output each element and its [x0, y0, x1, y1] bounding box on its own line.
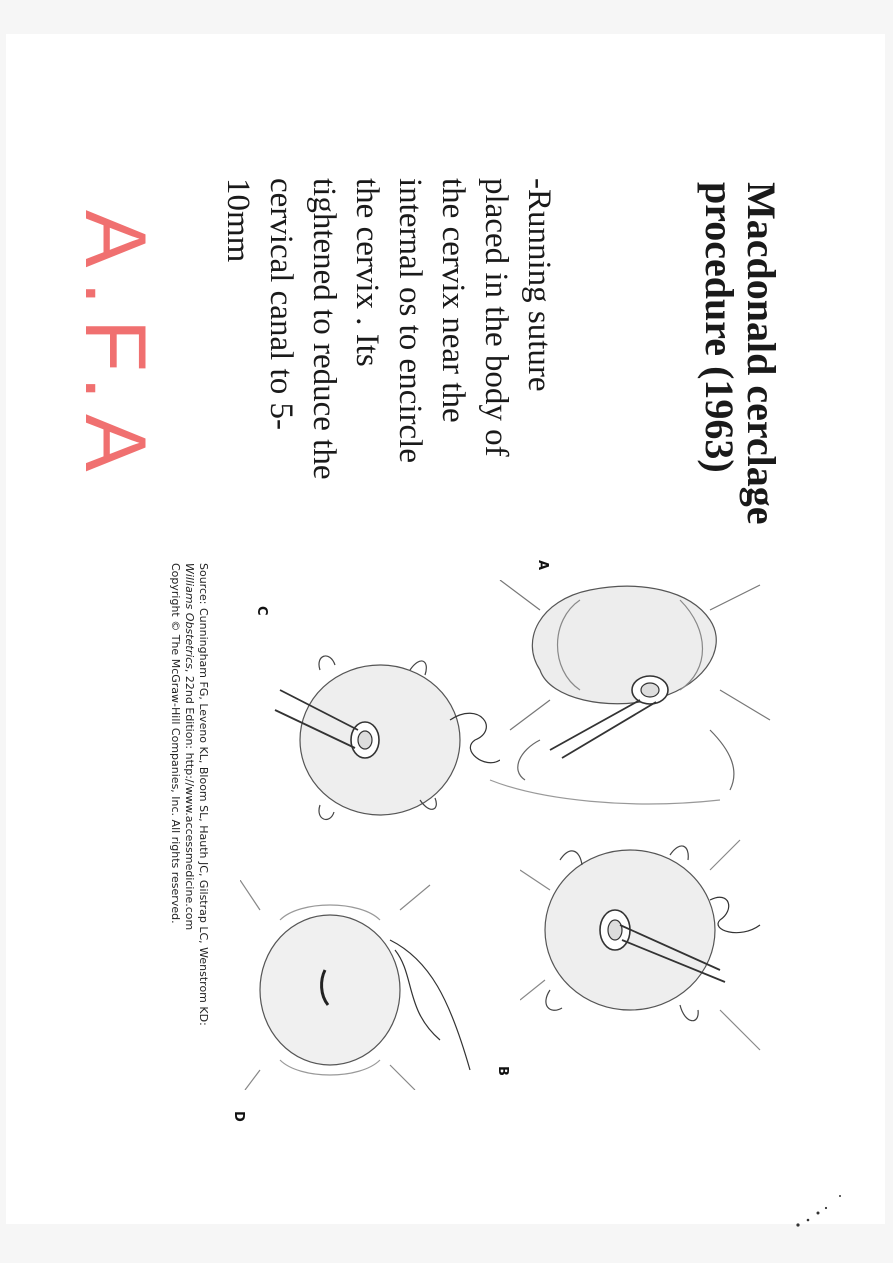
title-line-1: Macdonald cerclage: [739, 182, 784, 525]
panel-label-d: D: [231, 1111, 246, 1122]
body-line: the cervix . Its: [349, 178, 385, 367]
caption-edition-text: , 22nd Edition: http://www.accessmedicine.com: [183, 668, 196, 931]
body-line: internal os to encircle: [392, 178, 428, 463]
illustration-panel-a: [480, 580, 780, 820]
body-text: [216, 178, 560, 479]
illustration-panel-d: [240, 880, 490, 1090]
illustration-panel-c: [260, 630, 500, 840]
panel-label-a: A: [535, 560, 550, 571]
body-line: -Running suture: [521, 178, 557, 392]
panel-label-c: C: [254, 606, 269, 616]
illustration-panel-b: [520, 830, 790, 1070]
figure-caption: [168, 563, 210, 1026]
title-line-2: procedure (1963): [697, 182, 742, 473]
watermark: A.F.A: [67, 210, 163, 486]
body-line: tightened to reduce the: [306, 178, 342, 480]
panel-label-b: B: [495, 1066, 510, 1076]
caption-copyright: Copyright © The McGraw-Hill Companies, Inc. All rights reserved.: [169, 563, 182, 924]
body-line: 10mm: [220, 178, 256, 263]
body-line: cervical canal to 5-: [263, 178, 299, 430]
caption-source: Source: Cunningham FG, Leveno KL, Bloom SL, Hauth JC, Gilstrap LC, Wenstrom KD:: [197, 563, 210, 1026]
scan-specks: [780, 1180, 860, 1240]
slide-title: [698, 182, 782, 525]
caption-book-title: Williams Obstetrics: [183, 563, 196, 669]
caption-edition: [182, 563, 196, 1026]
body-line: placed in the body of: [478, 178, 514, 457]
body-line: the cervix near the: [435, 178, 471, 423]
